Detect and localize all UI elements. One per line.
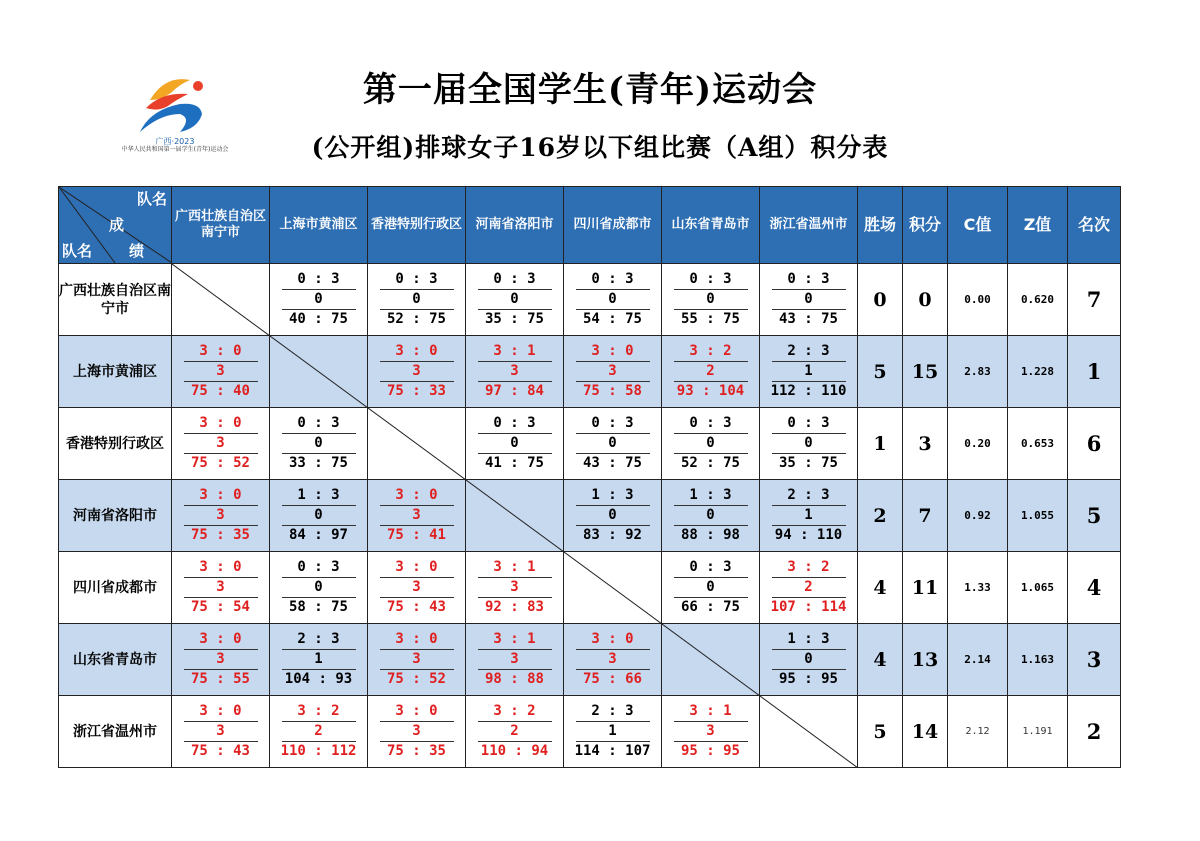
match-result: [760, 342, 857, 401]
match-sets: 0 : 3: [478, 414, 552, 434]
match-result: [368, 630, 465, 689]
table-row: [59, 480, 1121, 552]
match-result-cell: [270, 480, 368, 552]
rank-value: 1: [1068, 336, 1121, 408]
z-value: 1.055: [1008, 480, 1068, 552]
match-result: [760, 486, 857, 545]
match-result-cell: [564, 408, 662, 480]
col-header-team: 四川省成都市: [564, 187, 662, 264]
table-row: [59, 264, 1121, 336]
col-header-c-value: C值: [948, 187, 1008, 264]
match-score: 75 : 40: [190, 383, 250, 399]
match-result-cell: [368, 336, 466, 408]
match-result-cell: [466, 552, 564, 624]
match-sets: 3 : 0: [184, 558, 258, 578]
match-result: [662, 342, 759, 401]
match-result-cell: [564, 696, 662, 768]
col-header-wins: 胜场: [858, 187, 903, 264]
match-score: 75 : 43: [190, 743, 250, 759]
match-result: [760, 270, 857, 329]
match-score: 110 : 94: [480, 743, 549, 759]
col-header-team: 香港特别行政区: [368, 187, 466, 264]
match-result: [466, 414, 563, 473]
match-score: 43 : 75: [582, 455, 642, 471]
page-title: 第一届全国学生(青年)运动会: [362, 70, 818, 110]
match-score: 75 : 35: [386, 743, 446, 759]
self-match-cell: [368, 408, 466, 480]
table-row: [59, 696, 1121, 768]
match-score: 75 : 55: [190, 671, 250, 687]
match-points: 0: [674, 506, 748, 526]
match-sets: 1 : 3: [674, 486, 748, 506]
match-result: [564, 414, 661, 473]
wins-value: 5: [858, 696, 903, 768]
match-score: 97 : 84: [484, 383, 544, 399]
match-result-cell: [760, 552, 858, 624]
match-sets: 0 : 3: [380, 270, 454, 290]
match-points: 3: [380, 506, 454, 526]
standings-table: [58, 186, 1121, 768]
match-points: 0: [772, 290, 846, 310]
match-sets: 0 : 3: [282, 414, 356, 434]
match-result: [172, 630, 269, 689]
match-result-cell: [466, 408, 564, 480]
col-header-team: 浙江省温州市: [760, 187, 858, 264]
z-value: 0.620: [1008, 264, 1068, 336]
corner-top-label: 队名: [136, 190, 167, 208]
table-row: [59, 336, 1121, 408]
match-result: [172, 342, 269, 401]
match-score: 35 : 75: [778, 455, 838, 471]
rank-value: 3: [1068, 624, 1121, 696]
match-points: 2: [282, 722, 356, 742]
match-result-cell: [760, 624, 858, 696]
c-value: 2.12: [948, 696, 1008, 768]
match-points: 3: [184, 650, 258, 670]
match-points: 0: [674, 578, 748, 598]
match-points: 3: [380, 650, 454, 670]
match-result-cell: [368, 264, 466, 336]
match-sets: 3 : 0: [380, 702, 454, 722]
match-sets: 3 : 0: [576, 342, 650, 362]
match-result: [466, 630, 563, 689]
match-points: 0: [282, 578, 356, 598]
match-result: [270, 558, 367, 617]
row-team-name: 香港特别行政区: [59, 408, 172, 480]
match-result-cell: [172, 696, 270, 768]
match-sets: 2 : 3: [772, 486, 846, 506]
z-value: 0.653: [1008, 408, 1068, 480]
match-score: 95 : 95: [778, 671, 838, 687]
match-sets: 0 : 3: [576, 414, 650, 434]
match-points: 1: [282, 650, 356, 670]
match-score: 95 : 95: [680, 743, 740, 759]
match-points: 3: [380, 722, 454, 742]
match-result: [368, 486, 465, 545]
match-result: [564, 702, 661, 761]
match-sets: 3 : 0: [380, 342, 454, 362]
match-score: 58 : 75: [288, 599, 348, 615]
corner-middle-label: 成: [109, 216, 125, 234]
match-result-cell: [564, 624, 662, 696]
match-score: 33 : 75: [288, 455, 348, 471]
match-result: [564, 630, 661, 689]
match-points: 3: [184, 506, 258, 526]
match-points: 0: [576, 506, 650, 526]
match-points: 2: [674, 362, 748, 382]
match-sets: 1 : 3: [576, 486, 650, 506]
col-header-rank: 名次: [1068, 187, 1121, 264]
match-points: 2: [478, 722, 552, 742]
z-value: 1.163: [1008, 624, 1068, 696]
match-points: 2: [772, 578, 846, 598]
match-sets: 3 : 2: [478, 702, 552, 722]
z-value: 1.228: [1008, 336, 1068, 408]
match-points: 3: [184, 434, 258, 454]
points-value: 13: [903, 624, 948, 696]
points-value: 11: [903, 552, 948, 624]
match-score: 75 : 66: [582, 671, 642, 687]
match-result-cell: [368, 624, 466, 696]
match-sets: 3 : 0: [184, 342, 258, 362]
match-points: 0: [282, 290, 356, 310]
match-score: 88 : 98: [680, 527, 740, 543]
points-value: 3: [903, 408, 948, 480]
self-match-cell: [760, 696, 858, 768]
match-score: 75 : 58: [582, 383, 642, 399]
col-header-team: 广西壮族自治区南宁市: [172, 187, 270, 264]
match-result-cell: [270, 552, 368, 624]
match-sets: 0 : 3: [282, 270, 356, 290]
match-score: 52 : 75: [680, 455, 740, 471]
rank-value: 4: [1068, 552, 1121, 624]
match-sets: 0 : 3: [674, 270, 748, 290]
c-value: 1.33: [948, 552, 1008, 624]
match-score: 40 : 75: [288, 311, 348, 327]
match-points: 0: [282, 506, 356, 526]
match-result: [466, 270, 563, 329]
match-sets: 3 : 0: [380, 486, 454, 506]
match-result: [662, 558, 759, 617]
match-sets: 0 : 3: [772, 414, 846, 434]
match-sets: 0 : 3: [576, 270, 650, 290]
wins-value: 1: [858, 408, 903, 480]
match-points: 0: [380, 290, 454, 310]
corner-header: [59, 187, 172, 264]
match-score: 75 : 54: [190, 599, 250, 615]
match-result-cell: [368, 552, 466, 624]
rank-value: 5: [1068, 480, 1121, 552]
match-sets: 3 : 0: [184, 702, 258, 722]
header-row: [59, 187, 1121, 264]
match-result-cell: [270, 264, 368, 336]
match-result: [662, 414, 759, 473]
match-score: 84 : 97: [288, 527, 348, 543]
match-sets: 3 : 0: [380, 558, 454, 578]
match-score: 92 : 83: [484, 599, 544, 615]
match-result-cell: [662, 264, 760, 336]
match-result-cell: [564, 480, 662, 552]
match-result: [270, 270, 367, 329]
row-team-name: 上海市黄浦区: [59, 336, 172, 408]
match-score: 41 : 75: [484, 455, 544, 471]
match-result-cell: [466, 264, 564, 336]
match-sets: 3 : 0: [184, 630, 258, 650]
match-result: [172, 486, 269, 545]
match-result-cell: [270, 696, 368, 768]
col-header-points: 积分: [903, 187, 948, 264]
logo-year: 广西·2023: [155, 137, 195, 146]
self-match-cell: [466, 480, 564, 552]
match-score: 110 : 112: [280, 743, 357, 759]
match-result: [760, 630, 857, 689]
match-result-cell: [760, 336, 858, 408]
match-result-cell: [368, 696, 466, 768]
match-sets: 1 : 3: [772, 630, 846, 650]
match-result: [368, 558, 465, 617]
row-team-name: 山东省青岛市: [59, 624, 172, 696]
match-points: 3: [576, 362, 650, 382]
match-result-cell: [564, 336, 662, 408]
match-result: [564, 342, 661, 401]
match-score: 104 : 93: [284, 671, 353, 687]
corner-bottom-left-label: 队名: [62, 242, 93, 260]
match-sets: 0 : 3: [478, 270, 552, 290]
match-score: 94 : 110: [774, 527, 843, 543]
match-score: 66 : 75: [680, 599, 740, 615]
match-result-cell: [172, 408, 270, 480]
match-score: 75 : 43: [386, 599, 446, 615]
match-points: 0: [576, 434, 650, 454]
c-value: 2.83: [948, 336, 1008, 408]
match-sets: 0 : 3: [282, 558, 356, 578]
row-team-name: 河南省洛阳市: [59, 480, 172, 552]
self-match-cell: [172, 264, 270, 336]
page-subtitle: (公开组)排球女子16岁以下组比赛（A组）积分表: [311, 133, 889, 162]
rank-value: 6: [1068, 408, 1121, 480]
c-value: 0.92: [948, 480, 1008, 552]
points-value: 14: [903, 696, 948, 768]
col-header-team: 河南省洛阳市: [466, 187, 564, 264]
match-result: [270, 486, 367, 545]
match-points: 0: [478, 434, 552, 454]
match-sets: 0 : 3: [772, 270, 846, 290]
points-value: 7: [903, 480, 948, 552]
self-match-cell: [564, 552, 662, 624]
wins-value: 4: [858, 624, 903, 696]
match-result: [564, 270, 661, 329]
match-sets: 3 : 2: [772, 558, 846, 578]
match-sets: 3 : 1: [478, 558, 552, 578]
logo-caption-text: 中华人民共和国第一届学生(青年)运动会: [121, 146, 229, 153]
match-result-cell: [270, 624, 368, 696]
match-result-cell: [760, 480, 858, 552]
match-result: [270, 414, 367, 473]
self-match-cell: [662, 624, 760, 696]
table-row: [59, 624, 1121, 696]
match-score: 75 : 33: [386, 383, 446, 399]
match-points: 0: [674, 434, 748, 454]
match-result-cell: [662, 408, 760, 480]
match-score: 54 : 75: [582, 311, 642, 327]
row-team-name: 广西壮族自治区南宁市: [59, 264, 172, 336]
match-points: 0: [772, 650, 846, 670]
match-points: 3: [576, 650, 650, 670]
match-points: 3: [478, 362, 552, 382]
match-result-cell: [172, 336, 270, 408]
match-score: 98 : 88: [484, 671, 544, 687]
col-header-z-value: Z值: [1008, 187, 1068, 264]
match-points: 0: [576, 290, 650, 310]
z-value: 1.065: [1008, 552, 1068, 624]
match-result: [466, 702, 563, 761]
match-result: [760, 558, 857, 617]
match-score: 93 : 104: [676, 383, 745, 399]
match-result: [466, 342, 563, 401]
match-sets: 3 : 0: [184, 486, 258, 506]
match-score: 55 : 75: [680, 311, 740, 327]
match-sets: 3 : 0: [380, 630, 454, 650]
match-points: 0: [478, 290, 552, 310]
match-score: 107 : 114: [770, 599, 847, 615]
table-row: [59, 408, 1121, 480]
match-result: [466, 558, 563, 617]
col-header-team: 上海市黄浦区: [270, 187, 368, 264]
match-score: 43 : 75: [778, 311, 838, 327]
rank-value: 7: [1068, 264, 1121, 336]
match-points: 0: [772, 434, 846, 454]
match-score: 83 : 92: [582, 527, 642, 543]
match-result-cell: [760, 264, 858, 336]
match-result-cell: [466, 696, 564, 768]
points-value: 15: [903, 336, 948, 408]
match-result: [564, 486, 661, 545]
match-sets: 0 : 3: [674, 414, 748, 434]
match-points: 3: [184, 578, 258, 598]
match-sets: 2 : 3: [282, 630, 356, 650]
match-result: [172, 558, 269, 617]
match-score: 75 : 35: [190, 527, 250, 543]
match-result-cell: [172, 552, 270, 624]
match-points: 3: [478, 578, 552, 598]
self-match-cell: [270, 336, 368, 408]
z-value: 1.191: [1008, 696, 1068, 768]
wins-value: 5: [858, 336, 903, 408]
match-points: 3: [380, 362, 454, 382]
wins-value: 2: [858, 480, 903, 552]
c-value: 0.00: [948, 264, 1008, 336]
match-score: 35 : 75: [484, 311, 544, 327]
row-team-name: 四川省成都市: [59, 552, 172, 624]
match-sets: 3 : 0: [184, 414, 258, 434]
match-sets: 2 : 3: [576, 702, 650, 722]
match-result: [368, 270, 465, 329]
match-points: 3: [478, 650, 552, 670]
c-value: 2.14: [948, 624, 1008, 696]
match-result-cell: [662, 480, 760, 552]
wins-value: 4: [858, 552, 903, 624]
match-result: [662, 270, 759, 329]
match-score: 75 : 52: [386, 671, 446, 687]
match-score: 75 : 52: [190, 455, 250, 471]
match-result-cell: [662, 336, 760, 408]
match-result-cell: [466, 336, 564, 408]
table-row: [59, 552, 1121, 624]
match-score: 112 : 110: [770, 383, 847, 399]
match-score: 52 : 75: [386, 311, 446, 327]
match-points: 3: [184, 722, 258, 742]
match-sets: 3 : 1: [478, 342, 552, 362]
wins-value: 0: [858, 264, 903, 336]
match-sets: 3 : 1: [674, 702, 748, 722]
match-result-cell: [172, 624, 270, 696]
match-sets: 3 : 0: [576, 630, 650, 650]
match-points: 0: [282, 434, 356, 454]
match-sets: 2 : 3: [772, 342, 846, 362]
match-score: 114 : 107: [574, 743, 651, 759]
match-result-cell: [368, 480, 466, 552]
match-points: 0: [674, 290, 748, 310]
match-points: 3: [380, 578, 454, 598]
match-result-cell: [172, 480, 270, 552]
match-result: [662, 486, 759, 545]
logo-caption: [110, 138, 240, 154]
col-header-team: 山东省青岛市: [662, 187, 760, 264]
match-result-cell: [270, 408, 368, 480]
match-points: 3: [674, 722, 748, 742]
match-score: 75 : 41: [386, 527, 446, 543]
match-result-cell: [564, 264, 662, 336]
match-sets: 0 : 3: [674, 558, 748, 578]
match-result: [760, 414, 857, 473]
match-sets: 3 : 2: [282, 702, 356, 722]
rank-value: 2: [1068, 696, 1121, 768]
match-result-cell: [466, 624, 564, 696]
match-sets: 1 : 3: [282, 486, 356, 506]
match-result: [172, 702, 269, 761]
match-points: 1: [772, 506, 846, 526]
match-sets: 3 : 2: [674, 342, 748, 362]
corner-bottom-right-label: 绩: [129, 242, 145, 260]
match-result: [368, 702, 465, 761]
match-result-cell: [662, 552, 760, 624]
games-logo: [110, 70, 240, 170]
match-result: [270, 630, 367, 689]
match-result: [172, 414, 269, 473]
row-team-name: 浙江省温州市: [59, 696, 172, 768]
match-result-cell: [760, 408, 858, 480]
match-points: 1: [772, 362, 846, 382]
match-result: [662, 702, 759, 761]
match-result: [368, 342, 465, 401]
c-value: 0.20: [948, 408, 1008, 480]
points-value: 0: [903, 264, 948, 336]
match-points: 3: [184, 362, 258, 382]
match-sets: 3 : 1: [478, 630, 552, 650]
match-points: 1: [576, 722, 650, 742]
match-result-cell: [662, 696, 760, 768]
match-result: [270, 702, 367, 761]
